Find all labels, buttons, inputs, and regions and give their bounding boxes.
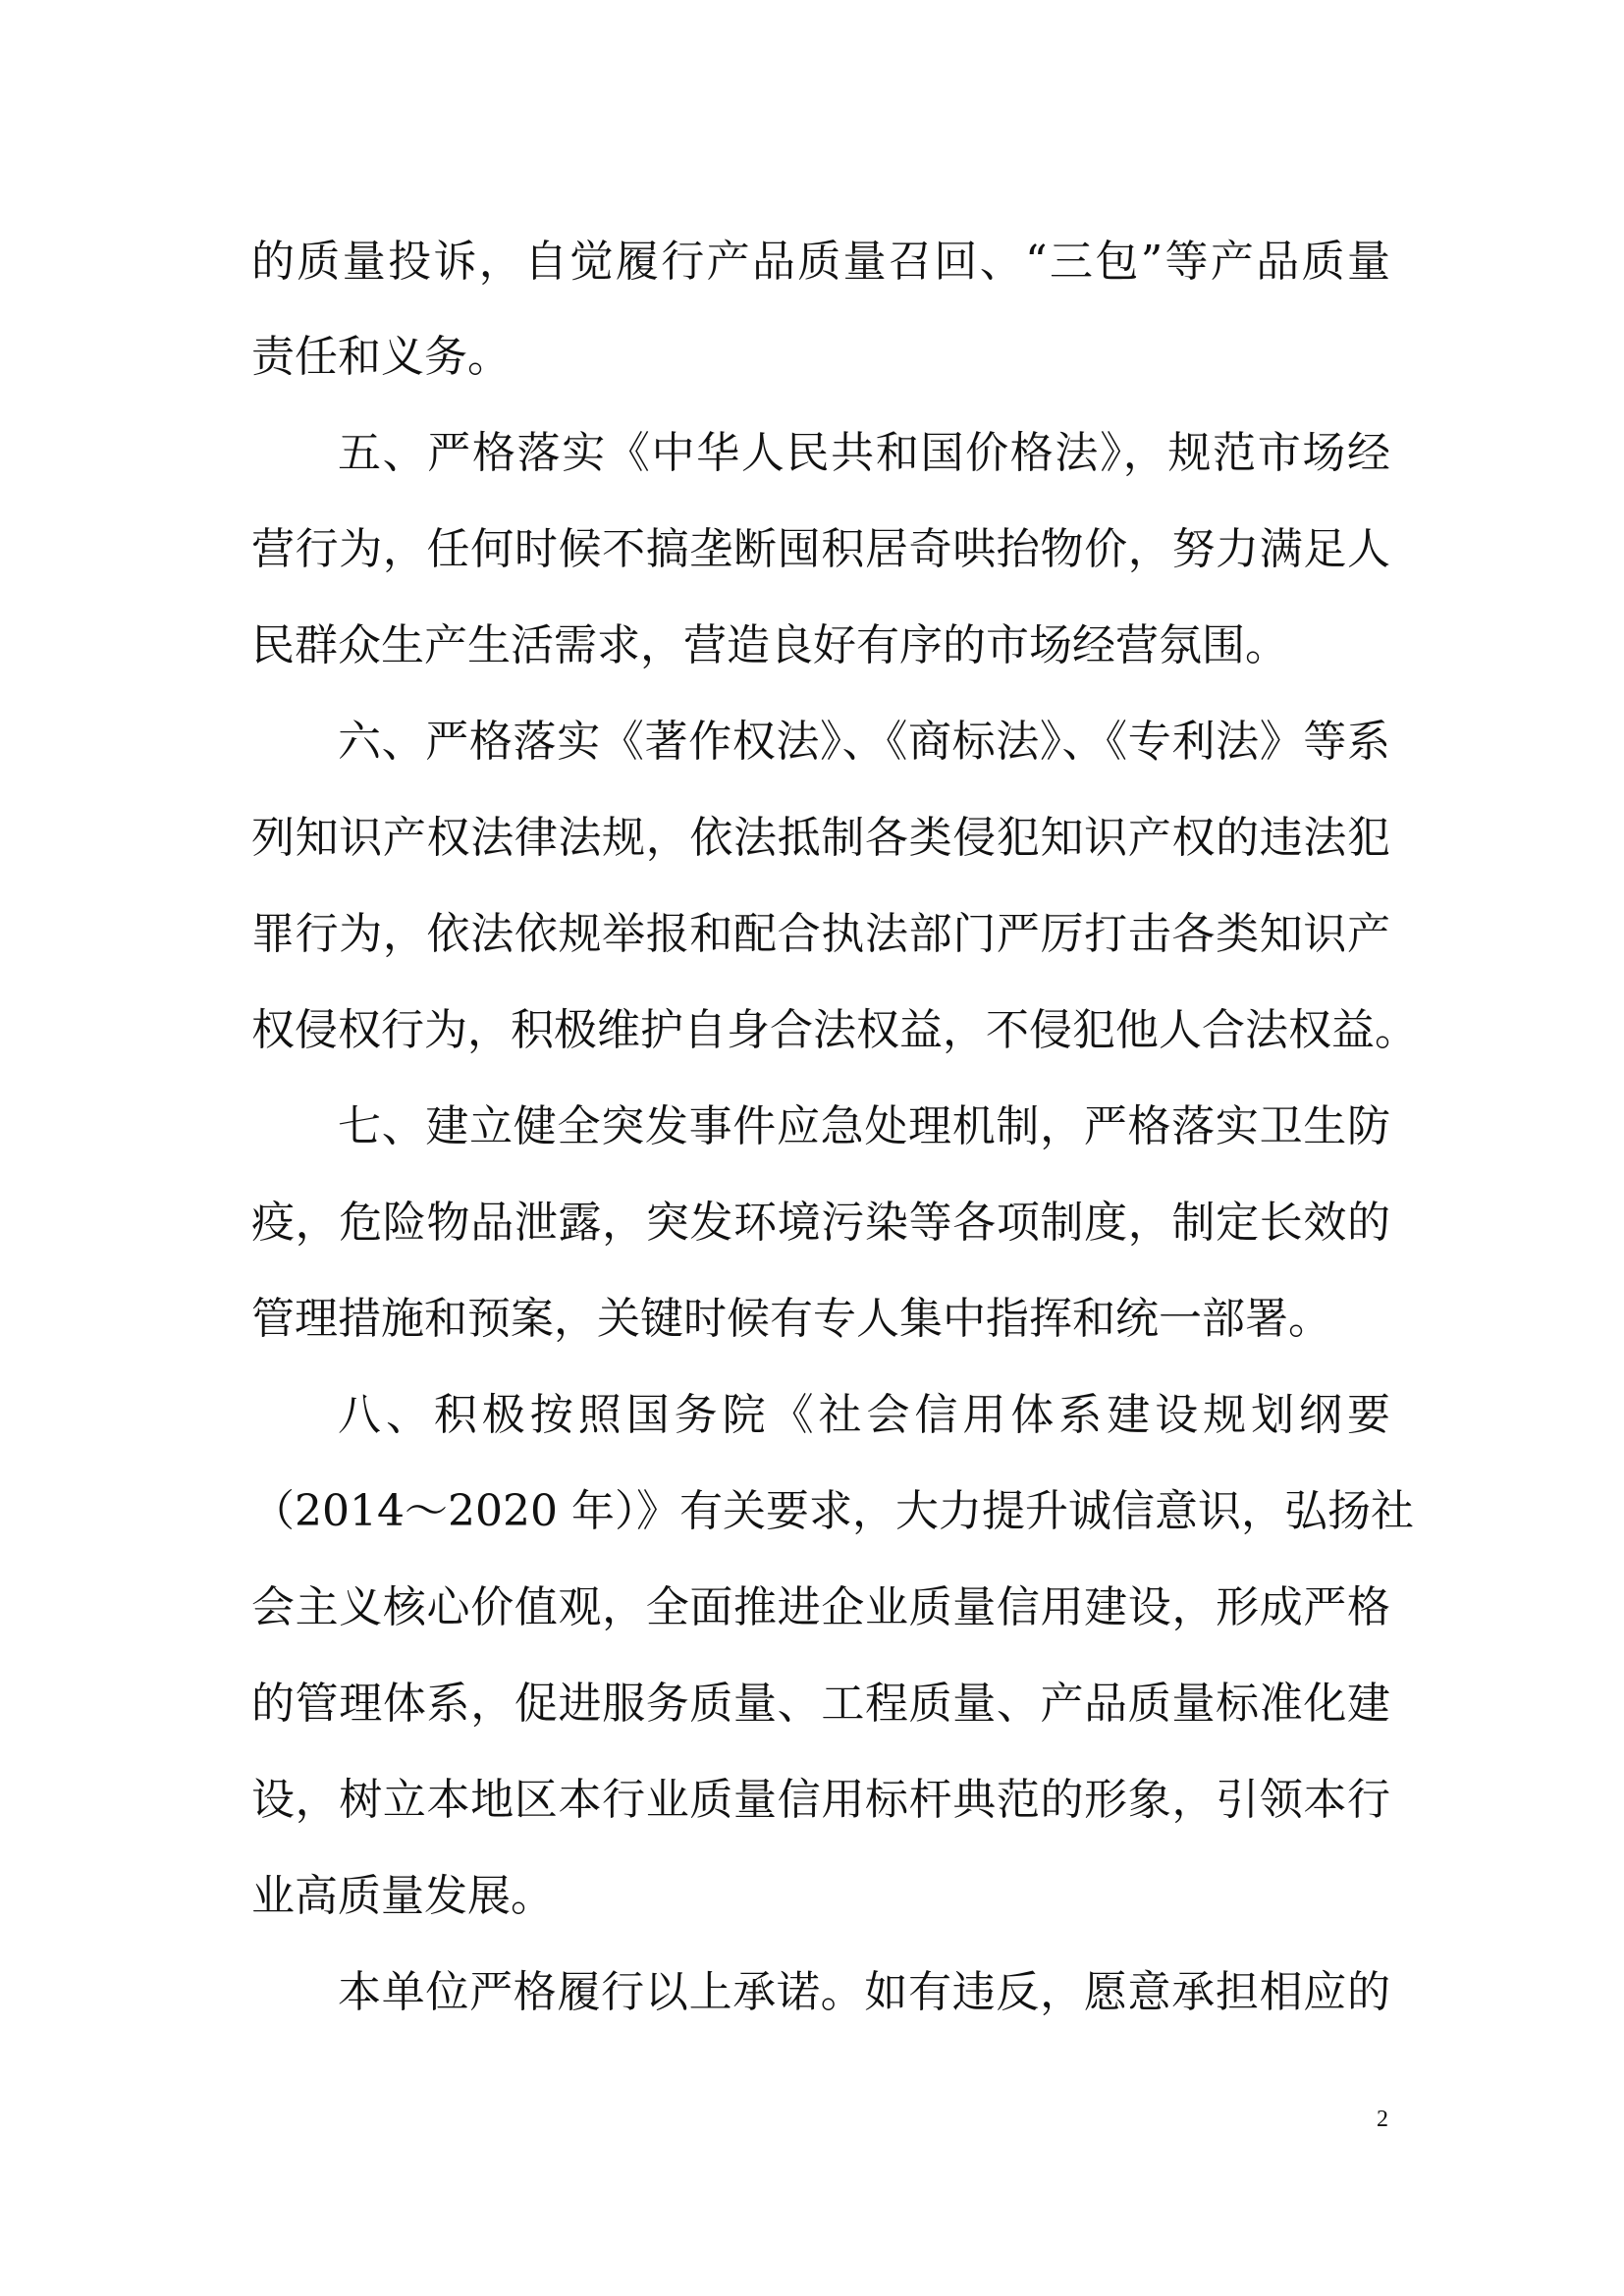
text-line: 罪行为，依法依规举报和配合执法部门严厉打击各类知识产 xyxy=(251,909,1390,959)
text-line: 设，树立本地区本行业质量信用标杆典范的形象，引领本行 xyxy=(251,1775,1390,1825)
text-line: 会主义核心价值观，全面推进企业质量信用建设，形成严格 xyxy=(251,1582,1390,1632)
text-line: 业高质量发展。 xyxy=(251,1871,554,1921)
text-line: 权侵权行为，积极维护自身合法权益，不侵犯他人合法权益。 xyxy=(251,1005,1418,1055)
text-line: 八、积极按照国务院《社会信用体系建设规划纲要 xyxy=(338,1390,1390,1440)
text-line: 本单位严格履行以上承诺。如有违反，愿意承担相应的 xyxy=(338,1967,1390,2017)
text-line: 民群众生产生活需求，营造良好有序的市场经营氛围。 xyxy=(251,620,1288,670)
text-line: 营行为，任何时候不搞垄断囤积居奇哄抬物价，努力满足人 xyxy=(251,524,1390,574)
text-line: 五、严格落实《中华人民共和国价格法》，规范市场经 xyxy=(338,428,1390,478)
text-line: 的质量投诉，自觉履行产品质量召回、“三包”等产品质量 xyxy=(251,237,1390,287)
text-line: 管理措施和预案，关键时候有专人集中指挥和统一部署。 xyxy=(251,1294,1331,1344)
text-line: 六、严格落实《著作权法》、《商标法》、《专利法》等系 xyxy=(338,717,1390,767)
text-line: 疫，危险物品泄露，突发环境污染等各项制度，制定长效的 xyxy=(251,1198,1390,1248)
text-line: 的管理体系，促进服务质量、工程质量、产品质量标准化建 xyxy=(251,1679,1390,1729)
text-line: （2014～2020 年）》有关要求，大力提升诚信意识，弘扬社 xyxy=(251,1486,1414,1536)
text-line: 列知识产权法律法规，依法抵制各类侵犯知识产权的违法犯 xyxy=(251,813,1390,863)
page-number: 2 xyxy=(1377,2107,1388,2132)
text-line: 责任和义务。 xyxy=(251,332,511,382)
text-line: 七、建立健全突发事件应急处理机制，严格落实卫生防 xyxy=(338,1101,1390,1151)
